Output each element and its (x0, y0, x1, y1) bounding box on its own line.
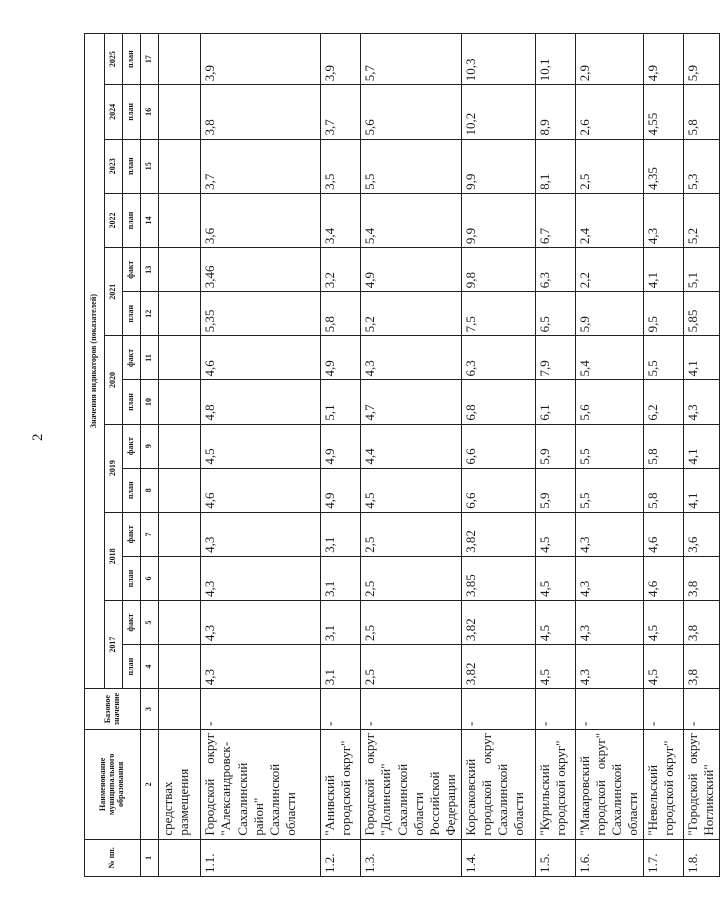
table-row (361, 34, 462, 877)
header-year-2017: 2017 (105, 601, 123, 689)
row-value: 4,9 (321, 424, 361, 468)
col-number: 14 (141, 193, 159, 247)
row-name: "Макаровский городской округ" Сахалинской области (575, 729, 643, 839)
row-value: 3,1 (321, 512, 361, 556)
row-value: 5,8 (643, 468, 683, 512)
col-number: 11 (141, 336, 159, 380)
row-value: 3,9 (201, 34, 321, 85)
col-number: 3 (141, 689, 159, 730)
header-plan: план (123, 193, 141, 247)
col-number: 12 (141, 292, 159, 336)
row-value: 4,9 (321, 468, 361, 512)
table-row (535, 34, 575, 877)
row-value: 3,8 (683, 556, 719, 600)
row-value: 2,2 (575, 248, 643, 292)
header-fact: факт (123, 424, 141, 468)
header-year-2018: 2018 (105, 512, 123, 600)
row-value: 7,5 (461, 292, 535, 336)
row-value: 2,4 (575, 193, 643, 247)
row-num: 1.6. (575, 839, 643, 876)
table-row (683, 34, 719, 877)
row-value: 3,8 (683, 601, 719, 645)
row-value: 4,3 (361, 336, 462, 380)
row-value: 4,5 (643, 645, 683, 689)
row-value: 4,7 (361, 380, 462, 424)
row-value: 4,3 (575, 645, 643, 689)
row-name: средствах размещения (159, 729, 201, 839)
row-value: 5,5 (575, 424, 643, 468)
row-value: 5,5 (575, 468, 643, 512)
row-value: 3,5 (321, 139, 361, 193)
header-plan: план (123, 380, 141, 424)
row-value: 4,6 (201, 336, 321, 380)
row-value: 3,82 (461, 512, 535, 556)
header-plan: план (123, 292, 141, 336)
row-value: 9,5 (643, 292, 683, 336)
row-value: 4,5 (535, 645, 575, 689)
row-value: 5,5 (361, 139, 462, 193)
row-value: 5,35 (201, 292, 321, 336)
row-value: 7,9 (535, 336, 575, 380)
row-value: 8,1 (535, 139, 575, 193)
row-value: 3,85 (461, 556, 535, 600)
row-value: 2,5 (361, 645, 462, 689)
row-value: 2,5 (361, 601, 462, 645)
header-plan: план (123, 645, 141, 689)
row-num: 1.2. (321, 839, 361, 876)
header-fact: факт (123, 601, 141, 645)
row-value: 3,8 (201, 85, 321, 139)
row-num: 1.5. (535, 839, 575, 876)
continuation-row (159, 34, 201, 877)
row-value: 4,3 (575, 512, 643, 556)
row-value: 3,6 (201, 193, 321, 247)
row-value: 2,6 (575, 85, 643, 139)
table-header (85, 34, 159, 877)
header-fact: факт (123, 512, 141, 556)
row-value: 4,5 (535, 601, 575, 645)
col-number: 6 (141, 556, 159, 600)
row-value: 3,1 (321, 556, 361, 600)
row-value: 5,6 (361, 85, 462, 139)
table-row (643, 34, 683, 877)
col-number: 4 (141, 645, 159, 689)
header-plan: план (123, 468, 141, 512)
row-value: 4,5 (535, 512, 575, 556)
row-value: 9,8 (461, 248, 535, 292)
row-base: - (461, 689, 535, 730)
header-indicators: Значения индикаторов (показателей) (85, 34, 105, 689)
row-value: 4,9 (361, 248, 462, 292)
row-value: 6,6 (461, 468, 535, 512)
row-value: 4,3 (575, 601, 643, 645)
row-value: 4,3 (201, 645, 321, 689)
row-base: - (683, 689, 719, 730)
row-num: 1.3. (361, 839, 462, 876)
header-year-2024: 2024 (105, 85, 123, 139)
header-num: № пп. (85, 839, 141, 876)
header-plan: план (123, 139, 141, 193)
row-base: - (643, 689, 683, 730)
row-value: 10,1 (535, 34, 575, 85)
col-number: 5 (141, 601, 159, 645)
row-value: 9,9 (461, 139, 535, 193)
row-value: 3,9 (321, 34, 361, 85)
row-value: 9,9 (461, 193, 535, 247)
table-row (201, 34, 321, 877)
page-number: 2 (30, 433, 46, 441)
row-value: 4,1 (683, 468, 719, 512)
table-row (321, 34, 361, 877)
row-value: 2,5 (361, 556, 462, 600)
row-value: 5,6 (575, 380, 643, 424)
row-name: "Курильский городской округ" (535, 729, 575, 839)
header-year-2020: 2020 (105, 336, 123, 424)
row-value: 5,8 (683, 85, 719, 139)
row-value: 4,1 (683, 336, 719, 380)
row-num: 1.1. (201, 839, 321, 876)
row-value: 5,7 (361, 34, 462, 85)
header-plan: план (123, 34, 141, 85)
row-value: 6,3 (461, 336, 535, 380)
row-value: 5,4 (575, 336, 643, 380)
row-value: 6,6 (461, 424, 535, 468)
header-year-2023: 2023 (105, 139, 123, 193)
row-name: "Невельский городской округ" (643, 729, 683, 839)
row-value: 5,3 (683, 139, 719, 193)
column-number-row (141, 34, 159, 877)
row-base: - (201, 689, 321, 730)
row-value: 4,1 (643, 248, 683, 292)
row-value: 3,8 (683, 645, 719, 689)
table-row (461, 34, 535, 877)
row-base: - (535, 689, 575, 730)
row-value: 4,3 (683, 380, 719, 424)
table-body (159, 34, 720, 877)
row-value: 5,9 (575, 292, 643, 336)
row-value: 3,46 (201, 248, 321, 292)
row-value: 4,3 (201, 601, 321, 645)
row-name: Городской округ "Александровск-Сахалинский район" Сахалинской области (201, 729, 321, 839)
row-value: 4,3 (201, 556, 321, 600)
row-name: Городской округ "Долинский" Сахалинской области Российской Федерации (361, 729, 462, 839)
row-value: 3,4 (321, 193, 361, 247)
row-value: 6,1 (535, 380, 575, 424)
row-value: 4,5 (361, 468, 462, 512)
row-value: 4,35 (643, 139, 683, 193)
table-row (575, 34, 643, 877)
header-plan: план (123, 556, 141, 600)
row-value: 4,9 (643, 34, 683, 85)
row-value: 4,55 (643, 85, 683, 139)
row-value: 4,3 (201, 512, 321, 556)
col-number: 17 (141, 34, 159, 85)
row-base: - (575, 689, 643, 730)
col-number: 2 (141, 729, 159, 839)
col-number: 15 (141, 139, 159, 193)
row-name: "Анивский городской округ" (321, 729, 361, 839)
row-value: 5,8 (643, 424, 683, 468)
row-value: 6,3 (535, 248, 575, 292)
row-value: 2,5 (361, 512, 462, 556)
row-value: 4,5 (643, 601, 683, 645)
row-value: 3,6 (683, 512, 719, 556)
row-value: 5,4 (361, 193, 462, 247)
row-num: 1.7. (643, 839, 683, 876)
row-value: 4,5 (201, 424, 321, 468)
row-value: 3,7 (201, 139, 321, 193)
header-year-2021: 2021 (105, 248, 123, 336)
row-value: 10,3 (461, 34, 535, 85)
header-base: Базовое значение (85, 689, 141, 730)
row-num (159, 839, 201, 876)
row-value: 5,85 (683, 292, 719, 336)
header-plan: план (123, 85, 141, 139)
row-name: "Городской округ Ногликский" (683, 729, 719, 839)
row-value: 4,3 (643, 193, 683, 247)
row-value: 10,2 (461, 85, 535, 139)
row-value: 3,1 (321, 601, 361, 645)
row-value: 4,3 (575, 556, 643, 600)
row-num: 1.8. (683, 839, 719, 876)
row-base: - (361, 689, 462, 730)
row-value: 6,8 (461, 380, 535, 424)
row-value: 4,6 (643, 556, 683, 600)
row-value: 4,6 (643, 512, 683, 556)
row-value: 5,1 (683, 248, 719, 292)
row-value: 5,9 (683, 34, 719, 85)
header-year-2022: 2022 (105, 193, 123, 247)
row-num: 1.4. (461, 839, 535, 876)
row-value: 4,6 (201, 468, 321, 512)
row-value: 3,82 (461, 601, 535, 645)
header-fact: факт (123, 248, 141, 292)
rotated-page (84, 33, 716, 877)
row-value: 2,9 (575, 34, 643, 85)
col-number: 7 (141, 512, 159, 556)
row-value: 4,1 (683, 424, 719, 468)
col-number: 9 (141, 424, 159, 468)
header-name: Наименование муниципального образования (85, 729, 141, 839)
row-value: 8,9 (535, 85, 575, 139)
header-year-2019: 2019 (105, 424, 123, 512)
row-value: 3,7 (321, 85, 361, 139)
row-value: 2,5 (575, 139, 643, 193)
col-number: 8 (141, 468, 159, 512)
row-value: 6,7 (535, 193, 575, 247)
row-value: 5,5 (643, 336, 683, 380)
row-value: 4,8 (201, 380, 321, 424)
row-value: 5,8 (321, 292, 361, 336)
row-value: 6,2 (643, 380, 683, 424)
row-base: - (321, 689, 361, 730)
row-value: 5,2 (683, 193, 719, 247)
indicators-table (84, 33, 720, 877)
col-number: 16 (141, 85, 159, 139)
row-value: 5,9 (535, 424, 575, 468)
col-number: 1 (141, 839, 159, 876)
row-name: Корсаковский городской округ Сахалинской области (461, 729, 535, 839)
row-value: 4,9 (321, 336, 361, 380)
row-value: 3,1 (321, 645, 361, 689)
row-value: 5,2 (361, 292, 462, 336)
row-value: 4,5 (535, 556, 575, 600)
header-fact: факт (123, 336, 141, 380)
row-value: 4,4 (361, 424, 462, 468)
row-value: 3,82 (461, 645, 535, 689)
row-value: 5,1 (321, 380, 361, 424)
col-number: 13 (141, 248, 159, 292)
row-value: 3,2 (321, 248, 361, 292)
row-value: 6,5 (535, 292, 575, 336)
row-value: 5,9 (535, 468, 575, 512)
header-year-2025: 2025 (105, 34, 123, 85)
col-number: 10 (141, 380, 159, 424)
